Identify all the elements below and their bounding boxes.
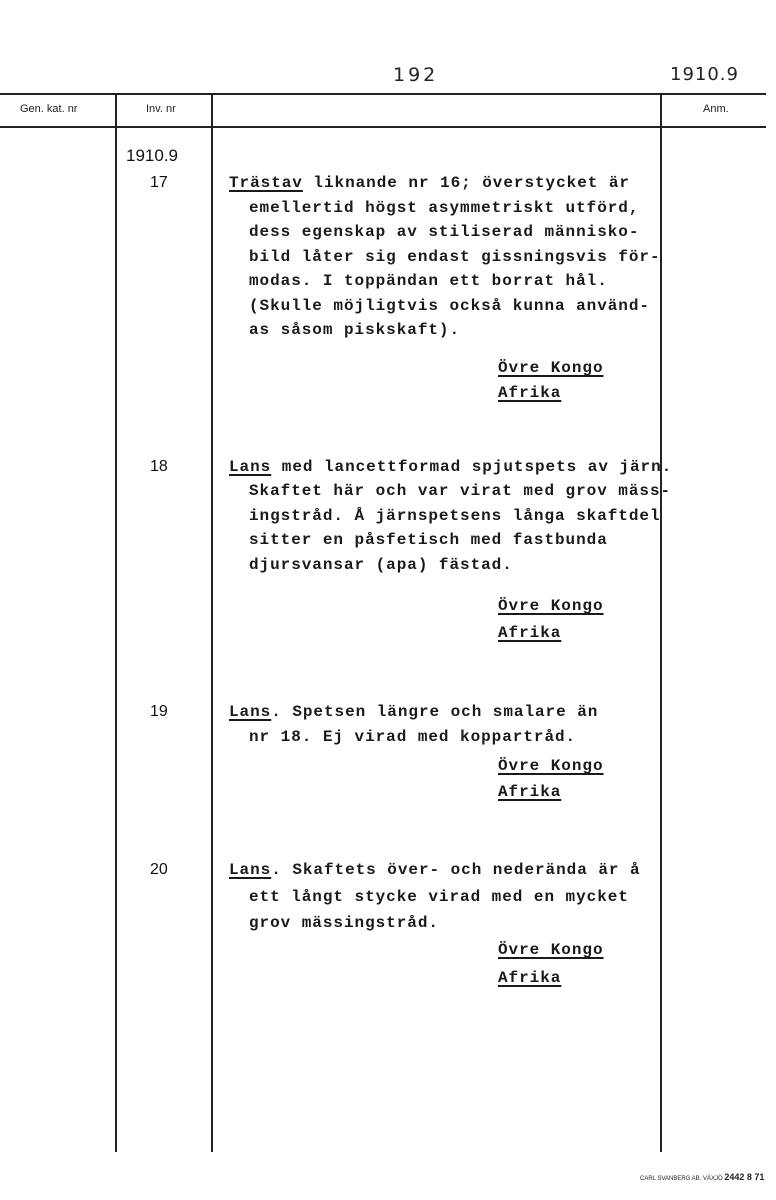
header-anm: Anm. [703,103,729,115]
object-keyword: Lans [229,458,272,476]
description-text: med lancettformad spjutspets av järn. [271,458,673,476]
location-region: Övre Kongo [498,941,604,959]
inv-number: 19 [150,703,168,720]
location-continent: Afrika [498,384,562,402]
printer-code: 2442 8 71 [724,1172,765,1182]
location-continent: Afrika [498,624,562,642]
description-line [229,860,641,880]
printer-name: CARL SVANBERG AB. VÄXJÖ [640,1176,723,1182]
description-line: ett långt stycke virad med en mycket [249,887,629,906]
description-line: sitter en påsfetisch med fastbunda [249,531,608,550]
location-region: Övre Kongo [498,597,604,615]
description-line: Skaftet här och var virat med grov mäss- [249,482,672,501]
location-continent: Afrika [498,969,562,987]
inv-number: 20 [150,861,168,878]
description-line: emellertid högst asymmetriskt utförd, [249,198,640,217]
description-text: . Skaftets över- och nederända är å [271,861,641,879]
header-inv-nr: Inv. nr [146,103,176,115]
inv-number: 18 [150,458,168,475]
description-line: nr 18. Ej virad med koppartråd. [249,727,577,746]
description-line: as såsom piskskaft). [249,321,461,339]
description-line: (Skulle möjligtvis också kunna använd- [249,296,650,315]
location-continent: Afrika [498,783,562,801]
location-region: Övre Kongo [498,359,604,377]
description-line [229,457,672,477]
inv-number: 17 [150,174,168,191]
header-gen-kat-nr: Gen. kat. nr [20,103,78,115]
page-number: 192 [393,64,439,86]
description-line: bild låter sig endast gissningsvis för- [249,247,661,266]
object-keyword: Trästav [229,174,303,192]
printer-mark [640,1172,764,1182]
description-line [229,173,630,193]
object-keyword: Lans [229,703,272,721]
catalog-reference: 1910.9 [670,64,739,85]
description-line: modas. I toppändan ett borrat hål. [249,272,608,290]
description-line: ingstråd. Å järnspetsens långa skaftdel [249,506,661,525]
description-line: dess egenskap av stiliserad människo- [249,223,640,241]
description-text: . Spetsen längre och smalare än [271,703,599,721]
description-line: djursvansar (apa) fästad. [249,555,513,574]
inv-series: 1910.9 [126,146,178,165]
description-line [229,702,598,722]
column-divider [115,94,117,1152]
column-divider [211,94,213,1152]
object-keyword: Lans [229,861,272,879]
location-region: Övre Kongo [498,757,604,775]
description-line: grov mässingstråd. [249,914,439,932]
description-text: liknande nr 16; överstycket är [302,174,630,192]
